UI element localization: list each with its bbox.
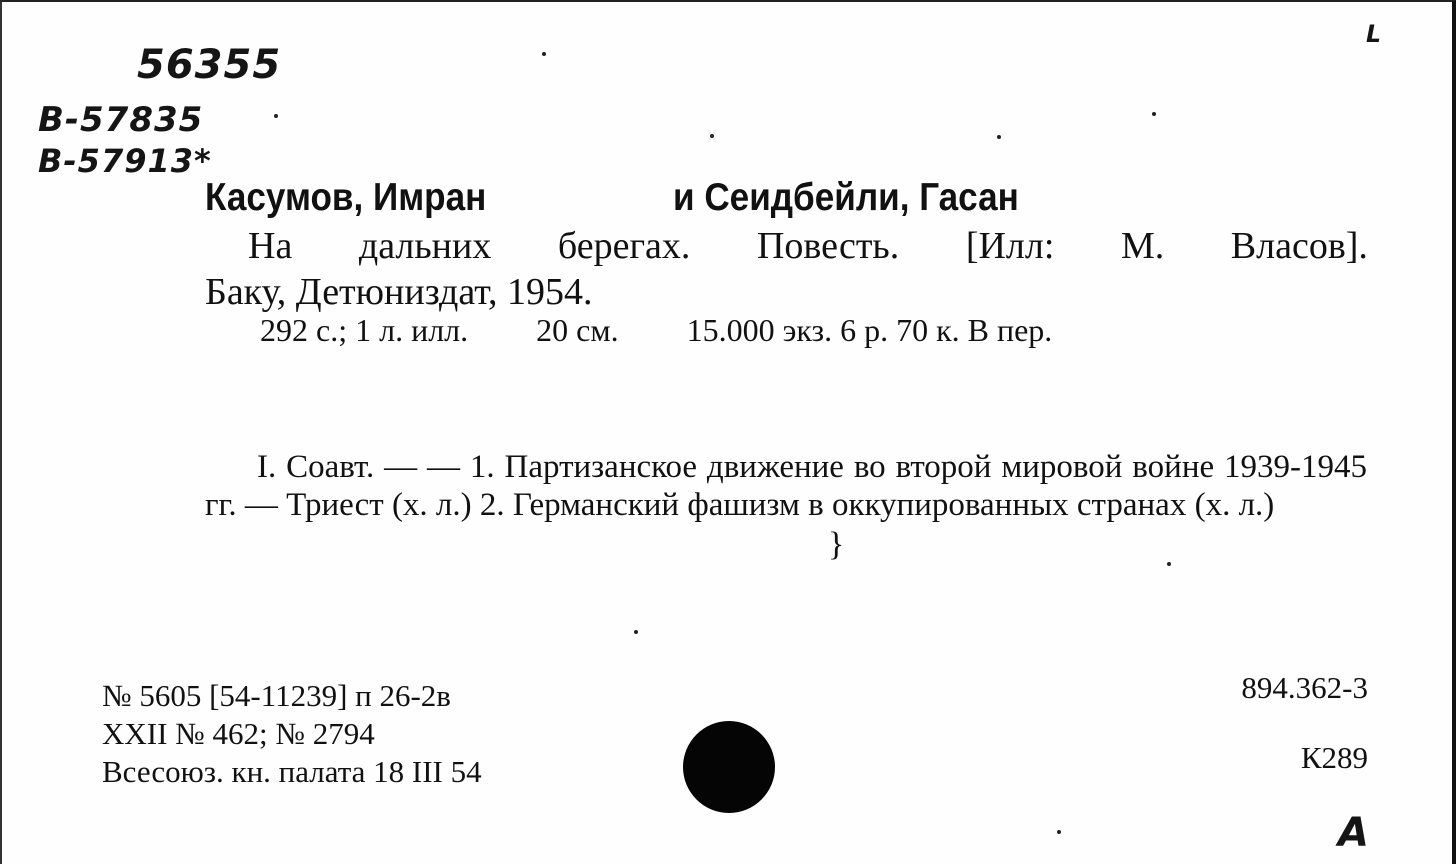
ink-speck <box>997 135 1001 139</box>
handwritten-corner-mark: ᒪ <box>1365 20 1382 48</box>
title-line <box>248 224 1368 268</box>
handwritten-bottom-mark: A <box>1338 810 1370 856</box>
footer-line-1: № 5605 [54-11239] п 26-2в <box>102 678 451 713</box>
author-primary: Касумов, Имран <box>205 176 487 219</box>
title-word: М. <box>1120 225 1165 267</box>
ink-speck <box>274 114 278 118</box>
footer-line-2: XXII № 462; № 2794 <box>102 716 375 751</box>
pages: 292 с.; 1 л. илл. <box>260 312 469 348</box>
print-run: 15.000 экз. 6 р. 70 к. В пер. <box>686 312 1053 348</box>
ink-speck <box>634 630 638 634</box>
title-word: Повесть. <box>756 225 900 267</box>
title-word: Власов]. <box>1230 225 1368 267</box>
brace-mark: } <box>828 526 845 563</box>
title-word: [Илл: <box>965 225 1055 267</box>
title-word: берегах. <box>557 225 691 267</box>
ink-speck <box>542 52 546 56</box>
handwritten-code-2: B-57913* <box>38 142 212 180</box>
author-line <box>205 176 1019 220</box>
ink-speck <box>710 134 714 138</box>
ink-speck <box>1152 112 1156 116</box>
author-mark: К289 <box>1300 740 1368 775</box>
punch-hole <box>683 721 775 813</box>
subject-notes: I. Соавт. — — 1. Партизанское движение во второй мировой войне 1939-1945 гг. — Триест (х. л.) 2. Германский фашизм в оккупированных странах (х. л.) <box>205 449 1367 523</box>
author-coauthor: и Сеидбейли, Гасан <box>673 176 1019 219</box>
ink-speck <box>1167 562 1171 566</box>
handwritten-number: 56355 <box>137 42 282 88</box>
handwritten-code-1: B-57835 <box>38 100 204 140</box>
physical-description <box>260 312 1112 349</box>
classification-number: 894.362-3 <box>1241 670 1368 705</box>
title-word: дальних <box>358 225 492 267</box>
size: 20 см. <box>536 312 619 348</box>
title-word: На <box>248 225 293 267</box>
footer-line-3: Всесоюз. кн. палата 18 III 54 <box>102 754 482 789</box>
ink-speck <box>1057 830 1061 834</box>
publication-line: Баку, Детюниздат, 1954. <box>205 271 593 313</box>
